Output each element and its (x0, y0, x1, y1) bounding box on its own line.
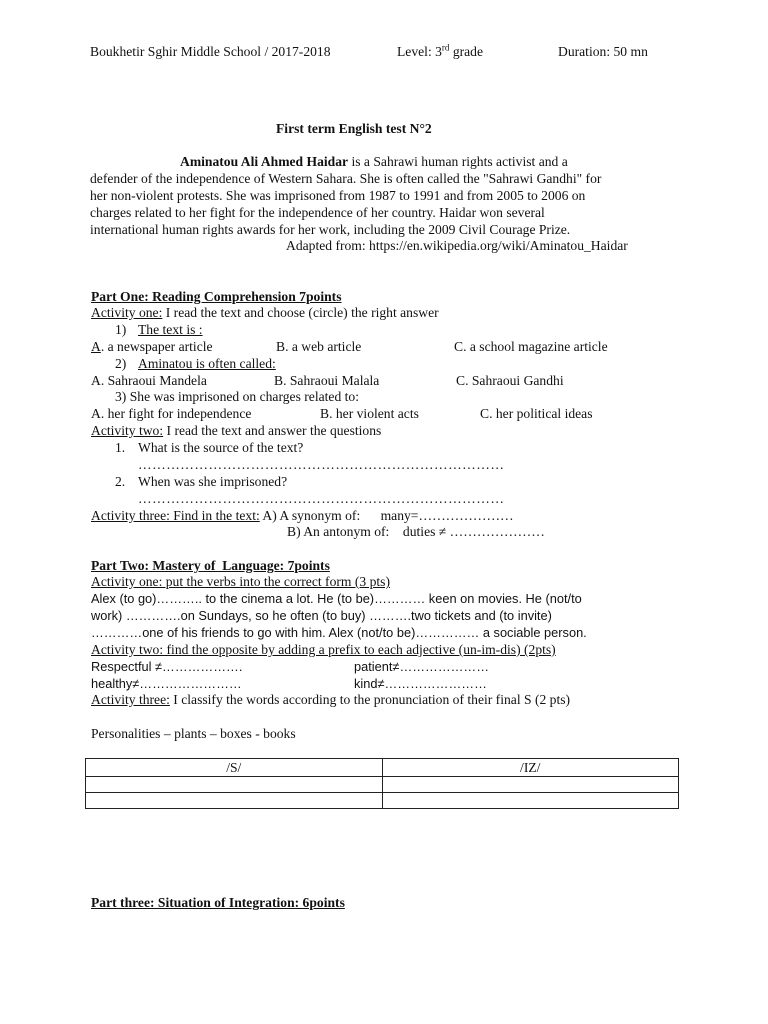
passage-subject: Aminatou Ali Ahmed Haidar (180, 154, 349, 169)
part1-activity1: Activity one: I read the text and choose (circle) the right answer (91, 305, 439, 320)
q3-option-c[interactable]: C. her political ideas (480, 406, 593, 421)
verbs-line-3: …………one of his friends to go with him. Alex (not/to be)…………… a sociable person. (91, 625, 587, 640)
part1-activity3-b: B) An antonym of: duties ≠ ………………… (287, 524, 545, 539)
school-name: Boukhetir Sghir Middle School / 2017-2018 (90, 44, 331, 59)
passage-line-3: her non-violent protests. She was imprisoned from 1987 to 1991 and from 2005 to 2006 on (90, 188, 586, 203)
a2-q2-number: 2. (115, 474, 126, 489)
q1-option-c[interactable]: C. a school magazine article (454, 339, 608, 354)
q3-text: 3) She was imprisoned on charges related to: (115, 389, 359, 404)
part2-activity3: Activity three: I classify the words according to the pronunciation of their final S (2 pts) (91, 692, 571, 707)
table-cell-iz[interactable] (382, 777, 679, 793)
q1-text: The text is : (138, 322, 203, 337)
pronunciation-table (85, 758, 679, 809)
word-list: Personalities – plants – boxes - books (91, 726, 296, 741)
part1-activity3: Activity three: Find in the text: A) A synonym of: many=………………… (91, 508, 514, 523)
duration-text: Duration: 50 mn (558, 44, 648, 59)
adjective-patient: patient≠………………… (354, 659, 490, 674)
part3-heading: Part three: Situation of Integration: 6points (91, 895, 345, 910)
verbs-line-1: Alex (to go)……….. to the cinema a lot. He (to be)………… keen on movies. He (not/to (91, 591, 582, 606)
q2-option-a[interactable]: A. Sahraoui Mandela (91, 373, 207, 388)
q3-option-a[interactable]: A. her fight for independence (91, 406, 252, 421)
a2-q1-number: 1. (115, 440, 126, 455)
table-header-row (86, 759, 679, 777)
q1-option-b[interactable]: B. a web article (276, 339, 362, 354)
passage-source: Adapted from: https://en.wikipedia.org/wiki/Aminatou_Haidar (286, 238, 628, 253)
level-text: Level: 3rd grade (397, 42, 484, 59)
part1-activity2: Activity two: I read the text and answer the questions (91, 423, 382, 438)
table-cell-s[interactable] (86, 793, 383, 809)
a2-q2-text: When was she imprisoned? (138, 474, 288, 489)
part2-activity1: Activity one: put the verbs into the correct form (3 pts) (91, 574, 390, 589)
passage-line-1: Aminatou Ali Ahmed Haidar is a Sahrawi human rights activist and a (180, 154, 568, 169)
q2-option-b[interactable]: B. Sahraoui Malala (274, 373, 380, 388)
table-row (86, 793, 679, 809)
test-title: First term English test N°2 (276, 121, 432, 136)
q1-option-a[interactable]: A. a newspaper article (91, 339, 213, 354)
q2-option-c[interactable]: C. Sahraoui Gandhi (456, 373, 564, 388)
table-row (86, 777, 679, 793)
table-cell-s[interactable] (86, 777, 383, 793)
passage-line-4: charges related to her fight for the independence of her country. Haidar won several (90, 205, 545, 220)
adjective-kind: kind≠…………………… (354, 676, 487, 691)
part1-heading: Part One: Reading Comprehension 7points (91, 289, 342, 304)
part2-activity2: Activity two: find the opposite by adding a prefix to each adjective (un-im-dis) (2pts) (91, 642, 556, 657)
a2-q1-text: What is the source of the text? (138, 440, 304, 455)
verbs-line-2: work) ………….on Sundays, so he often (to buy) ……….two tickets and (to invite) (91, 608, 552, 623)
answer-line-2[interactable]: …………………………………………………………………… (138, 491, 505, 506)
table-header-s: /S/ (86, 759, 383, 777)
q1-number: 1) (115, 322, 127, 337)
table-header-iz: /IZ/ (382, 759, 679, 777)
passage-line-2: defender of the independence of Western Sahara. She is often called the "Sahrawi Gandhi" for (90, 171, 602, 186)
answer-line-1[interactable]: …………………………………………………………………… (138, 457, 505, 472)
part2-heading: Part Two: Mastery of Language: 7points (91, 558, 330, 573)
q2-number: 2) (115, 356, 127, 371)
q3-option-b[interactable]: B. her violent acts (320, 406, 419, 421)
adjective-healthy: healthy≠…………………… (91, 676, 242, 691)
q2-text: Aminatou is often called: (138, 356, 276, 371)
table-cell-iz[interactable] (382, 793, 679, 809)
adjective-respectful: Respectful ≠………………. (91, 659, 243, 674)
passage-line-5: international human rights awards for her work, including the 2009 Civil Courage Prize. (90, 222, 571, 237)
